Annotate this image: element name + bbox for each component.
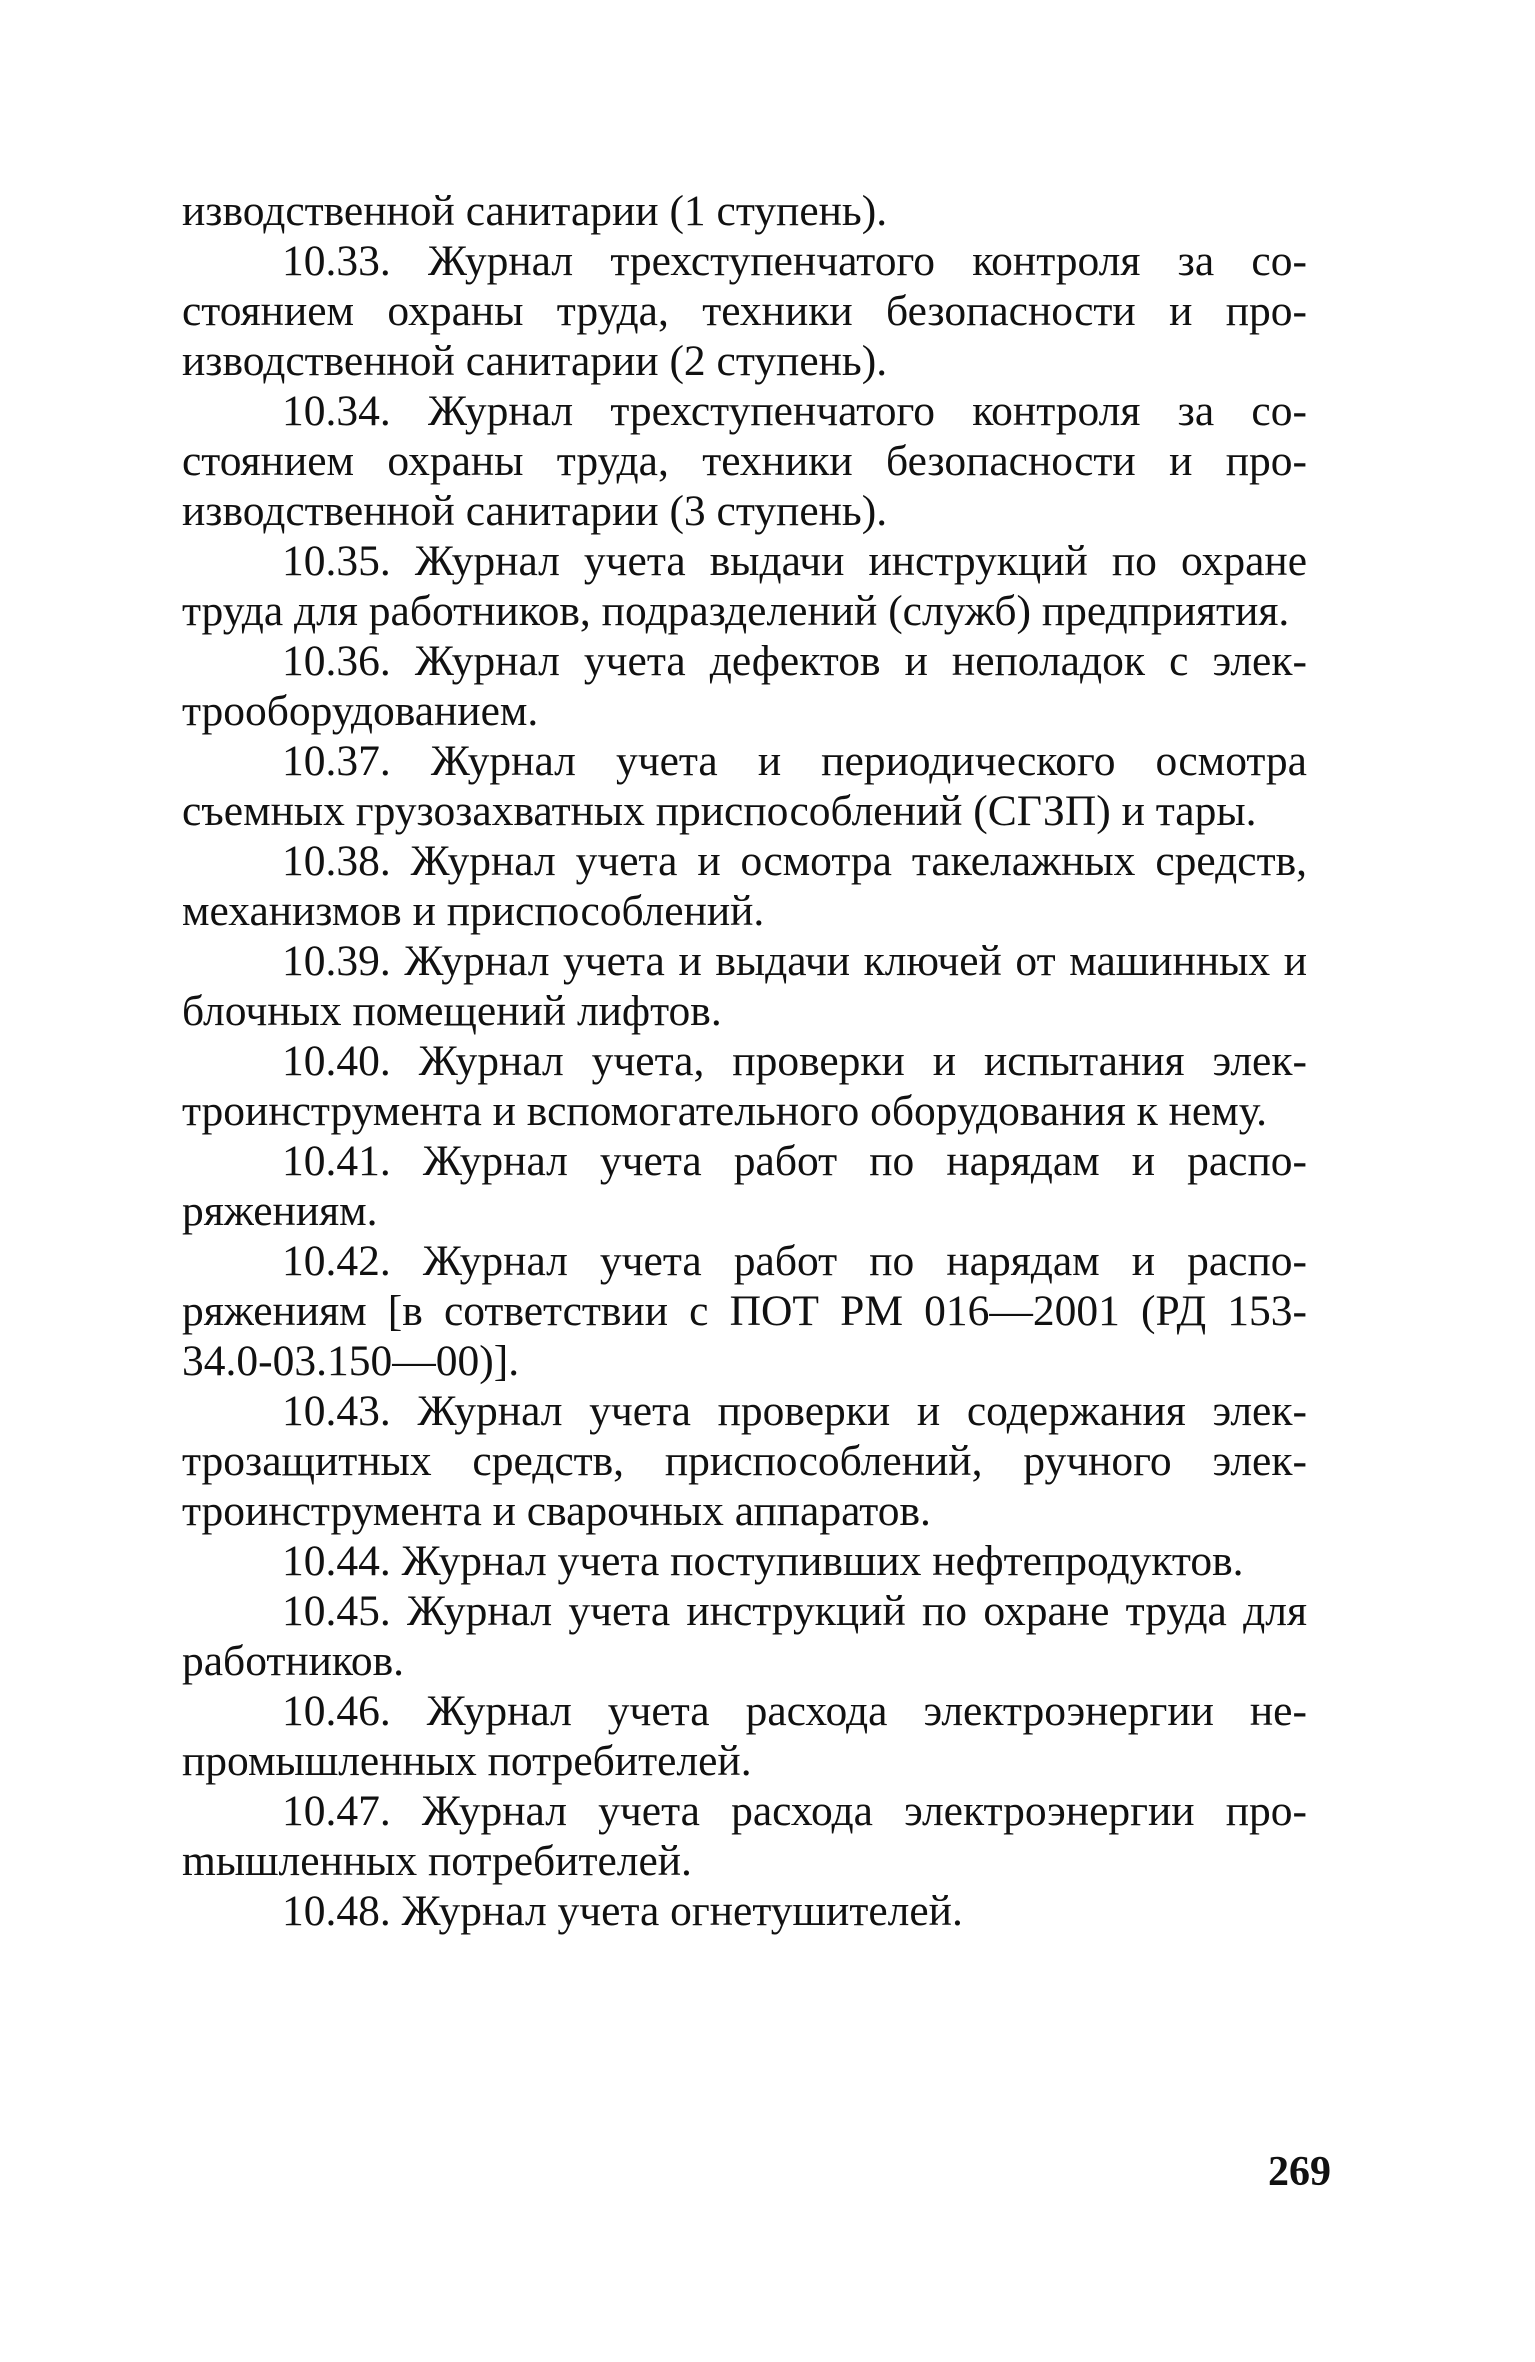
page-body [182,186,1307,1936]
list-item-10-37: 10.37. Журнал учета и периодического осмотра съемных грузозахватных приспособлений (СГЗП) и тары. [182,737,1307,835]
list-item-10-45: 10.45. Журнал учета инструкций по охране труда для работников. [182,1587,1307,1685]
list-item-10-48: 10.48. Журнал учета огнетушителей. [282,1887,963,1935]
list-item-10-39: 10.39. Журнал учета и выдачи ключей от машинных и блочных помещений лифтов. [182,937,1307,1035]
list-item-10-41: 10.41. Журнал учета работ по нарядам и распоряжениям. [182,1137,1307,1235]
list-item-10-38: 10.38. Журнал учета и осмотра такелажных средств, механизмов и приспособлений. [182,837,1307,935]
continuation-text: изводственной санитарии (1 ступень). [182,187,888,235]
list-item-10-35: 10.35. Журнал учета выдачи инструкций по охране труда для работников, подразделений (служб) предприятия. [182,537,1307,635]
list-item-10-40: 10.40. Журнал учета, проверки и испытания электроинструмента и вспомогательного оборудования к нему. [182,1037,1307,1135]
list-item-10-47: 10.47. Журнал учета расхода электроэнергии проmышленных потребителей. [182,1787,1307,1885]
list-item-10-43: 10.43. Журнал учета проверки и содержания электрозащитных средств, приспособлений, ручного электроинструмента и сварочных аппаратов. [182,1387,1307,1535]
list-item-10-33: 10.33. Журнал трехступенчатого контроля за состоянием охраны труда, техники безопасности и производственной санитарии (2 ступень). [182,237,1307,385]
list-item-10-44: 10.44. Журнал учета поступивших нефтепродуктов. [282,1537,1244,1585]
list-item-10-36: 10.36. Журнал учета дефектов и неполадок с электрооборудованием. [182,637,1307,735]
list-item-10-34: 10.34. Журнал трехступенчатого контроля за состоянием охраны труда, техники безопасности и производственной санитарии (3 ступень). [182,387,1307,535]
page-number: 269 [1268,2149,1331,2195]
list-item-10-42: 10.42. Журнал учета работ по нарядам и распоряжениям [в сответствии с ПОТ РМ 016—2001 (РД 153-34.0-03.150—00)]. [182,1237,1307,1385]
list-item-10-46: 10.46. Журнал учета расхода электроэнергии непромышленных потребителей. [182,1687,1307,1785]
